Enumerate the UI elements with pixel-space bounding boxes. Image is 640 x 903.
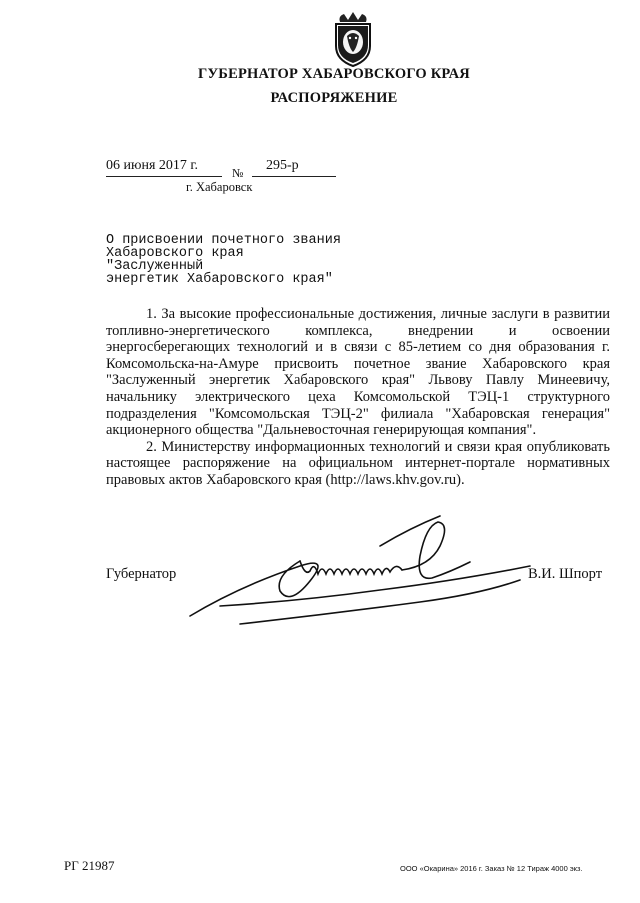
- subject-line: О присвоении почетного звания: [106, 233, 341, 248]
- document-type-heading: РАСПОРЯЖЕНИЕ: [270, 90, 398, 106]
- document-subject: [106, 234, 346, 286]
- document-number: 295-р: [266, 158, 299, 173]
- body-paragraph: 1. За высокие профессиональные достижения, личные заслуги в развитии топливно-энергетического комплекса, внедрении и освоении энергосберегающих технологий и в связи с 85-летием со дня образования г. Комсомольска-на-Амуре присвоить почетное звание Хабаровского края "Заслуженный энергетик Хабаровского края" Львову Павлу Минеевичу, начальнику электрического цеха Комсомольской ТЭЦ-1 структурного подразделения "Комсомольская ТЭЦ-2" филиала "Хабаровская генерация" акционерного общества "Дальневосточная генерирующая компания".: [106, 306, 610, 439]
- document-date: 06 июня 2017 г.: [106, 158, 199, 173]
- coat-of-arms-emblem: [328, 8, 378, 68]
- body-paragraph: 2. Министерству информационных технологий и связи края опубликовать настоящее распоряжение на официальном интернет-портале нормативных правовых актов Хабаровского края (http://laws.khv.gov.ru).: [106, 438, 610, 488]
- document-body: [106, 306, 610, 489]
- handwritten-signature: [180, 506, 540, 636]
- subject-line: энергетик Хабаровского края": [106, 272, 333, 287]
- number-underline: [252, 176, 336, 177]
- issue-city: г. Хабаровск: [186, 180, 253, 194]
- date-underline: [106, 176, 222, 177]
- number-sign: №: [232, 166, 244, 180]
- subject-line: Хабаровского края "Заслуженный: [106, 246, 244, 274]
- registration-number: РГ 21987: [64, 858, 115, 873]
- signatory-name: В.И. Шпорт: [528, 566, 603, 582]
- signatory-title: Губернатор: [106, 566, 177, 582]
- issuing-authority-heading: ГУБЕРНАТОР ХАБАРОВСКОГО КРАЯ: [198, 66, 470, 82]
- printer-imprint: ООО «Окарина» 2016 г. Заказ № 12 Тираж 4000 экз.: [400, 864, 583, 873]
